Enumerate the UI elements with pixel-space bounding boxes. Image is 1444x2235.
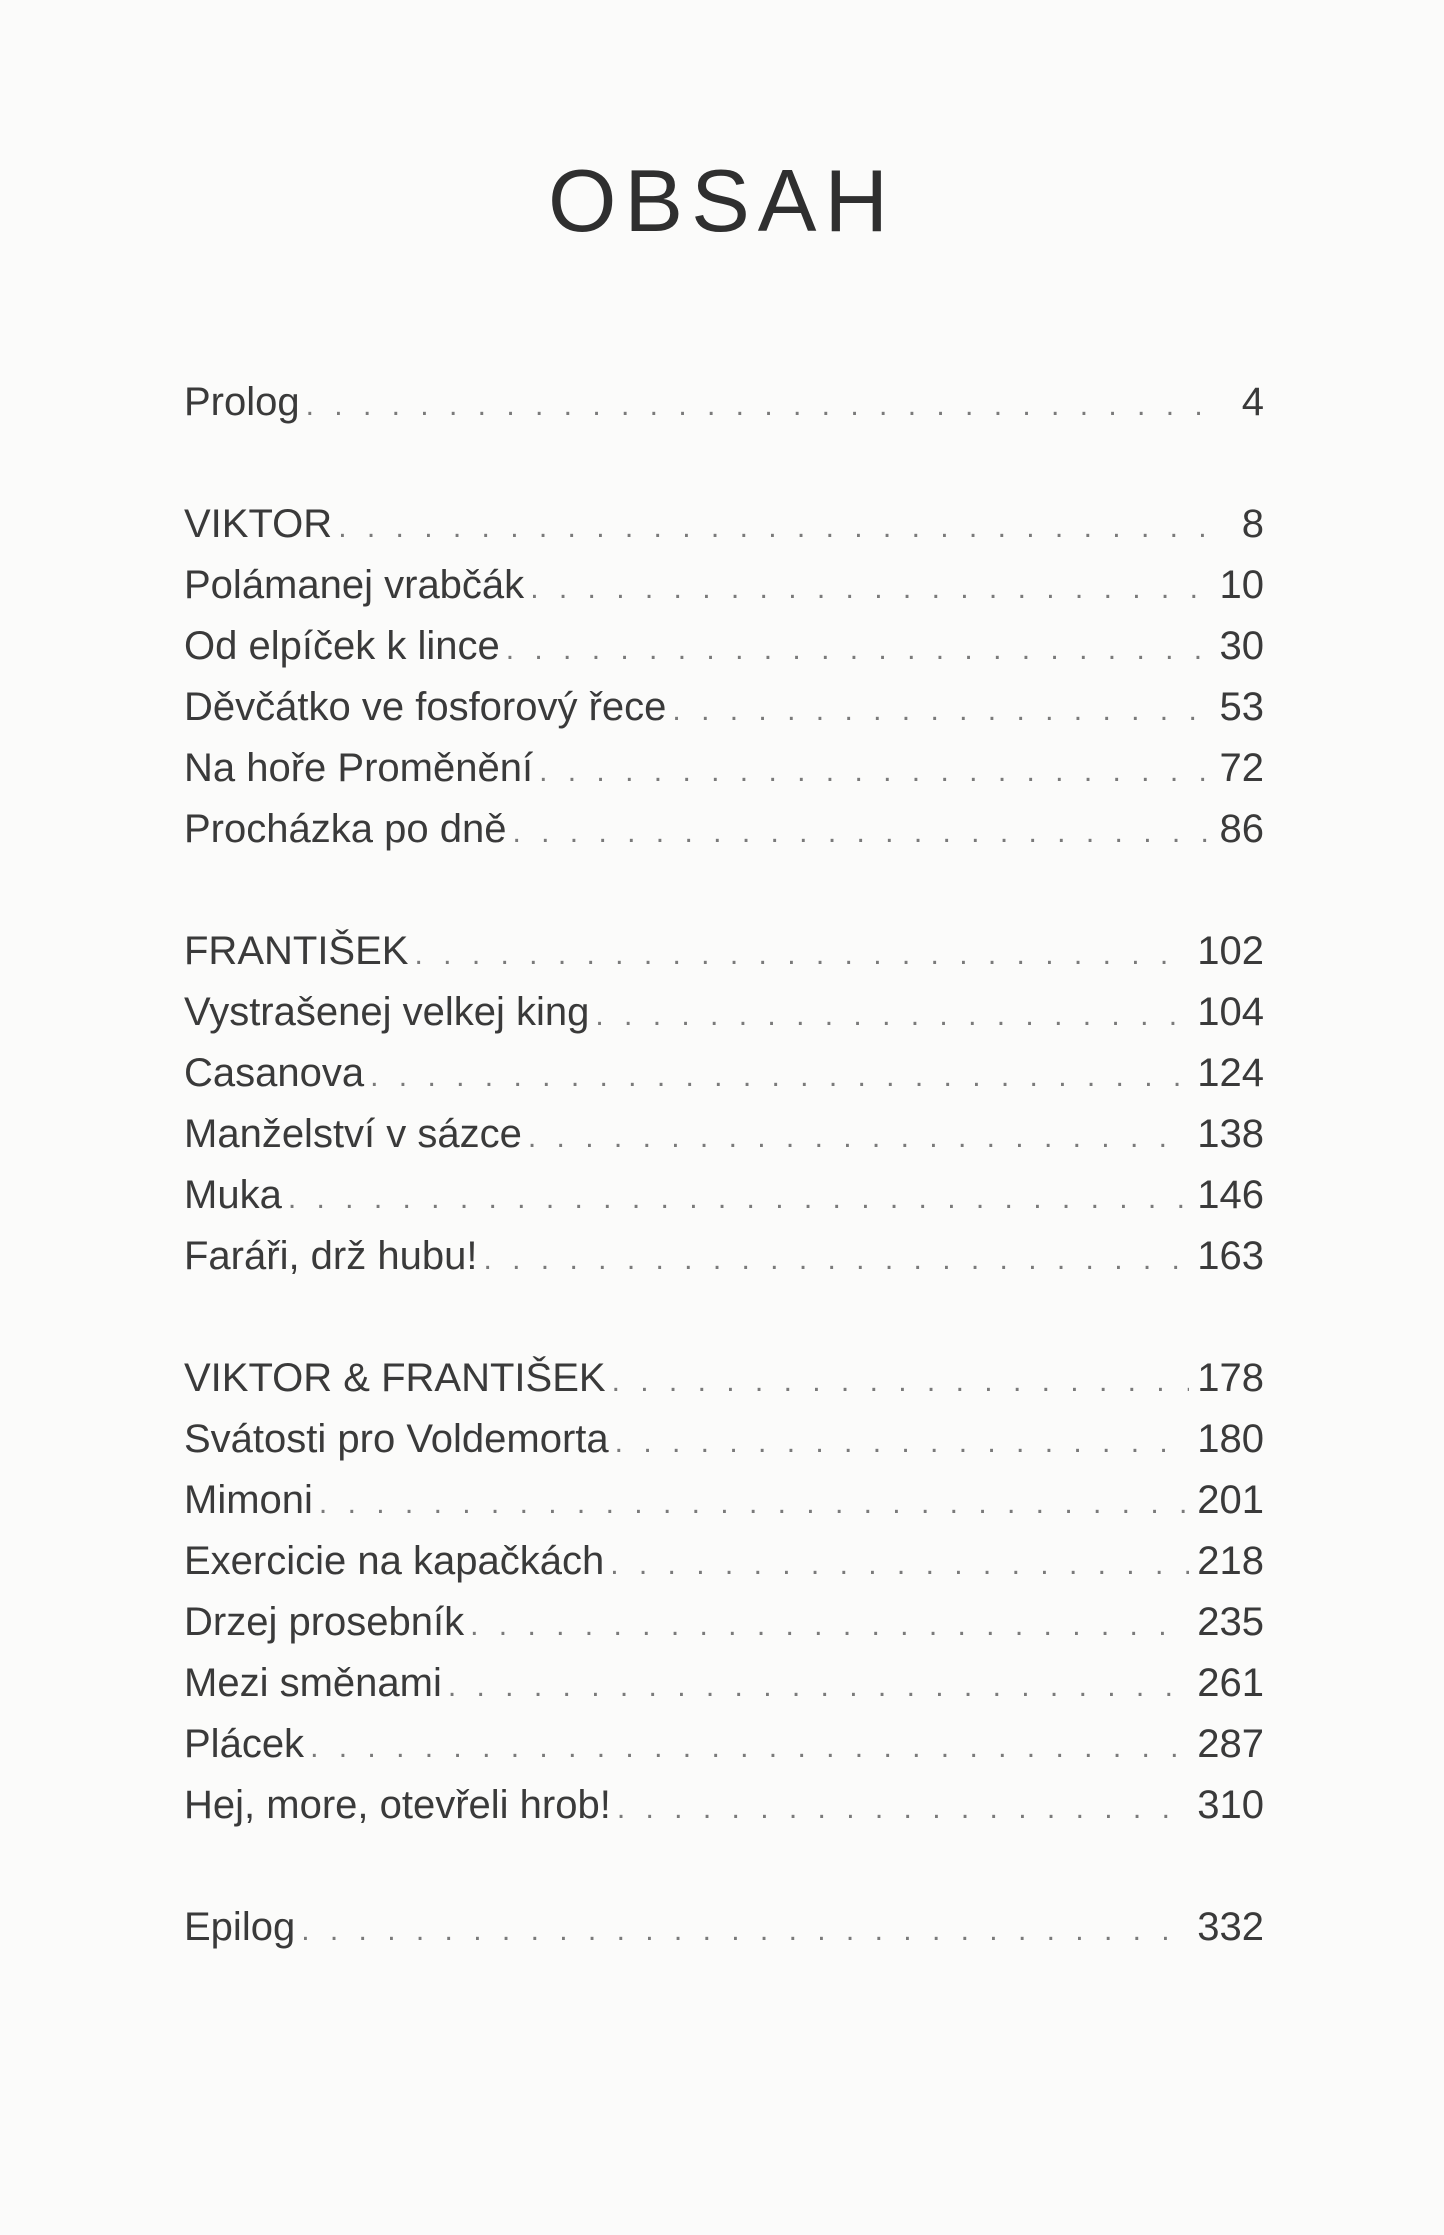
dot-leader [483, 1229, 1189, 1290]
toc-entry-page: 261 [1197, 1661, 1264, 1705]
toc-entry-title: FRANTIŠEK [184, 929, 409, 973]
toc-entry-title: Hej, more, otevřeli hrob! [184, 1783, 611, 1827]
toc-entry[interactable] [184, 616, 1264, 677]
toc-entry-title: Mimoni [184, 1478, 313, 1522]
toc-entry[interactable] [184, 1226, 1264, 1287]
toc-entry[interactable] [184, 1592, 1264, 1653]
toc-entry[interactable] [184, 1409, 1264, 1470]
toc-entry[interactable] [184, 1714, 1264, 1775]
toc-entry[interactable] [184, 799, 1264, 860]
dot-leader [615, 1412, 1190, 1473]
dot-leader [414, 924, 1189, 985]
toc-entry-title: VIKTOR [184, 502, 333, 546]
toc-entry-title: Prolog [184, 380, 300, 424]
toc-entry-title: Od elpíček k lince [184, 624, 500, 668]
dot-leader [301, 1900, 1189, 1961]
toc-entry-title: VIKTOR & FRANTIŠEK [184, 1356, 606, 1400]
toc-entry-page: 8 [1241, 502, 1264, 546]
toc-entry-page: 53 [1219, 685, 1264, 729]
toc-group-epilog [184, 1897, 1264, 1958]
toc-entry[interactable] [184, 1165, 1264, 1226]
dot-leader [612, 1351, 1190, 1412]
toc-entry[interactable] [184, 1897, 1264, 1958]
toc-entry-page: 86 [1219, 807, 1264, 851]
toc-entry[interactable] [184, 982, 1264, 1043]
toc-entry-title: Polámanej vrabčák [184, 563, 525, 607]
dot-leader [306, 375, 1216, 436]
toc-entry[interactable] [184, 555, 1264, 616]
dot-leader [530, 558, 1211, 619]
toc-entry-page: 146 [1197, 1173, 1264, 1217]
dot-leader [672, 680, 1211, 741]
dot-leader [512, 802, 1211, 863]
toc-entry-page: 332 [1197, 1905, 1264, 1949]
toc-entry[interactable] [184, 1531, 1264, 1592]
toc-entry-page: 30 [1219, 624, 1264, 668]
toc-entry-page: 235 [1197, 1600, 1264, 1644]
toc-entry[interactable] [184, 1470, 1264, 1531]
toc-group-viktor [184, 494, 1264, 860]
toc-entry-page: 178 [1197, 1356, 1264, 1400]
toc-entry-title: Casanova [184, 1051, 365, 1095]
dot-leader [319, 1473, 1189, 1534]
toc-entry-page: 102 [1197, 929, 1264, 973]
toc-entry-title: Svátosti pro Voldemorta [184, 1417, 609, 1461]
dot-leader [595, 985, 1189, 1046]
toc-entry-page: 310 [1197, 1783, 1264, 1827]
toc-entry-page: 180 [1197, 1417, 1264, 1461]
toc-entry-page: 104 [1197, 990, 1264, 1034]
toc-entry-page: 287 [1197, 1722, 1264, 1766]
toc-entry[interactable] [184, 1043, 1264, 1104]
toc-entry-title: Plácek [184, 1722, 305, 1766]
toc-entry-page: 10 [1219, 563, 1264, 607]
toc-entry-title: Faráři, drž hubu! [184, 1234, 478, 1278]
dot-leader [539, 741, 1211, 802]
toc-entry-page: 72 [1219, 746, 1264, 790]
dot-leader [506, 619, 1212, 680]
toc-entry-title: Na hoře Proměnění [184, 746, 534, 790]
toc-entry-title: Děvčátko ve fosforový řece [184, 685, 667, 729]
dot-leader [338, 497, 1216, 558]
toc-entry[interactable] [184, 372, 1264, 433]
toc-entry[interactable] [184, 1653, 1264, 1714]
toc-entry[interactable] [184, 677, 1264, 738]
toc-group-viktor-frantisek [184, 1348, 1264, 1836]
toc-group-prolog [184, 372, 1264, 433]
toc-entry[interactable] [184, 1348, 1264, 1409]
dot-leader [448, 1656, 1189, 1717]
toc-entry-title: Procházka po dně [184, 807, 507, 851]
dot-leader [370, 1046, 1189, 1107]
toc-entry-page: 4 [1241, 380, 1264, 424]
toc-entry[interactable] [184, 1104, 1264, 1165]
toc-entry-title: Epilog [184, 1905, 296, 1949]
toc-entry[interactable] [184, 738, 1264, 799]
dot-leader [617, 1778, 1189, 1839]
toc-entry[interactable] [184, 1775, 1264, 1836]
toc-group-frantisek [184, 921, 1264, 1287]
toc-entry-page: 218 [1197, 1539, 1264, 1583]
toc-entry-page: 163 [1197, 1234, 1264, 1278]
dot-leader [610, 1534, 1189, 1595]
toc-entry-title: Drzej prosebník [184, 1600, 465, 1644]
dot-leader [310, 1717, 1189, 1778]
toc-entry-title: Exercicie na kapačkách [184, 1539, 605, 1583]
toc-entry-title: Mezi směnami [184, 1661, 442, 1705]
dot-leader [528, 1107, 1189, 1168]
toc-entry-page: 138 [1197, 1112, 1264, 1156]
toc-entry-page: 201 [1197, 1478, 1264, 1522]
toc-entry-title: Vystrašenej velkej king [184, 990, 590, 1034]
table-of-contents [184, 372, 1264, 2019]
toc-entry[interactable] [184, 921, 1264, 982]
toc-entry-title: Manželství v sázce [184, 1112, 522, 1156]
page-title: OBSAH [547, 151, 897, 250]
toc-entry-title: Muka [184, 1173, 282, 1217]
toc-entry[interactable] [184, 494, 1264, 555]
dot-leader [470, 1595, 1189, 1656]
toc-entry-page: 124 [1197, 1051, 1264, 1095]
dot-leader [288, 1168, 1189, 1229]
